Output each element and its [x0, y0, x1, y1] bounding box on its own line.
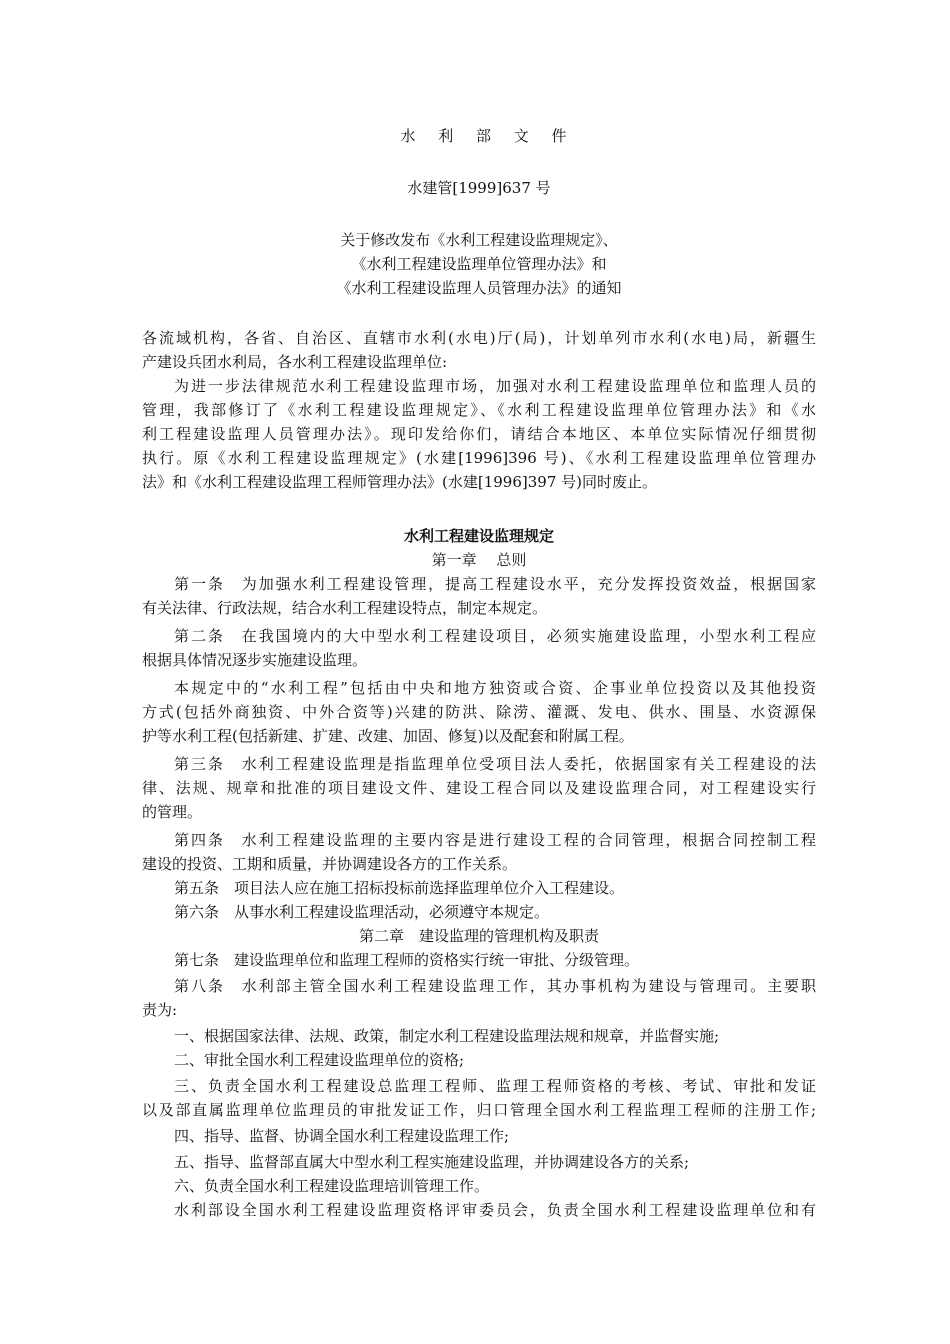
duty-item-3-line-2: 以及部直属监理单位监理员的审批发证工作，归口管理全国水利工程监理工程师的注册工作;	[142, 1101, 816, 1119]
duty-item-2: 二、审批全国水利工程建设监理单位的资格;	[174, 1051, 465, 1069]
article-4-line-1: 第四条 水利工程建设监理的主要内容是进行建设工程的合同管理，根据合同控制工程	[174, 831, 816, 849]
duty-item-5: 五、指导、监督部直属大中型水利工程实施建设监理，并协调建设各方的关系;	[174, 1153, 690, 1171]
article-2-line-1: 第二条 在我国境内的大中型水利工程建设项目，必须实施建设监理，小型水利工程应	[174, 627, 816, 645]
duty-item-4: 四、指导、监督、协调全国水利工程建设监理工作;	[174, 1127, 510, 1145]
duty-item-6: 六、负责全国水利工程建设监理培训管理工作。	[174, 1177, 490, 1195]
article-6: 第六条 从事水利工程建设监理活动，必须遵守本规定。	[174, 903, 550, 921]
addressee-line-2: 产建设兵团水利局，各水利工程建设监理单位:	[142, 353, 448, 371]
intro-body-line-2: 管理，我部修订了《水利工程建设监理规定》、《水利工程建设监理单位管理办法》和《水	[142, 401, 816, 419]
intro-body-line-1: 为进一步法律规范水利工程建设监理市场，加强对水利工程建设监理单位和监理人员的	[174, 377, 816, 395]
article-3-line-1: 第三条 水利工程建设监理是指监理单位受项目法人委托，依据国家有关工程建设的法	[174, 755, 816, 773]
article-5: 第五条 项目法人应在施工招标投标前选择监理单位介入工程建设。	[174, 879, 625, 897]
regulation-title: 水利工程建设监理规定	[403, 527, 554, 545]
duty-item-1: 一、根据国家法律、法规、政策，制定水利工程建设监理法规和规章，并监督实施;	[174, 1027, 720, 1045]
intro-body-line-5: 法》和《水利工程建设监理工程师管理办法》(水建[1996]397 号)同时废止。	[142, 473, 657, 491]
scope-line-2: 方式(包括外商独资、中外合资等)兴建的防洪、除涝、灌溉、发电、供水、围垦、水资源保	[142, 703, 816, 721]
addressee-line-1: 各流域机构，各省、自治区、直辖市水利(水电)厅(局)，计划单列市水利(水电)局，新疆生	[142, 329, 816, 347]
article-3-line-2: 律、法规、规章和批准的项目建设文件、建设工程合同以及建设监理合同，对工程建设实行	[142, 779, 816, 797]
article-8-line-2: 责为:	[142, 1001, 178, 1019]
article-1-line-2: 有关法律、行政法规，结合水利工程建设特点，制定本规定。	[142, 599, 548, 617]
notice-title-line-3: 《水利工程建设监理人员管理办法》的通知	[336, 279, 622, 297]
scope-line-3: 护等水利工程(包括新建、扩建、改建、加固、修复)以及配套和附属工程。	[142, 727, 634, 745]
scope-line-1: 本规定中的“水利工程”包括由中央和地方独资或合资、企事业单位投资以及其他投资	[174, 679, 816, 697]
article-2-line-2: 根据具体情况逐步实施建设监理。	[142, 651, 368, 669]
chapter-1-heading: 第一章 总则	[431, 551, 527, 569]
article-7: 第七条 建设监理单位和监理工程师的资格实行统一审批、分级管理。	[174, 951, 640, 969]
article-3-line-3: 的管理。	[142, 803, 203, 821]
notice-title-line-1: 关于修改发布《水利工程建设监理规定》、	[340, 231, 618, 249]
intro-body-line-3: 利工程建设监理人员管理办法》。现印发给你们，请结合本地区、本单位实际情况仔细贯彻	[142, 425, 816, 443]
article-4-line-2: 建设的投资、工期和质量，并协调建设各方的工作关系。	[142, 855, 518, 873]
article-1-line-1: 第一条 为加强水利工程建设管理，提高工程建设水平，充分发挥投资效益，根据国家	[174, 575, 816, 593]
intro-body-line-4: 执行。原《水利工程建设监理规定》(水建[1996]396 号)、《水利工程建设监理单位管理办	[142, 449, 816, 467]
chapter-2-heading: 第二章 建设监理的管理机构及职责	[358, 927, 599, 945]
document-header-title: 水 利 部 文 件	[400, 127, 576, 145]
document-number: 水建管[1999]637 号	[407, 179, 551, 197]
article-8-line-1: 第八条 水利部主管全国水利工程建设监理工作，其办事机构为建设与管理司。主要职	[174, 977, 816, 995]
committee-line-1: 水利部设全国水利工程建设监理资格评审委员会，负责全国水利工程建设监理单位和有	[174, 1201, 816, 1219]
duty-item-3-line-1: 三、负责全国水利工程建设总监理工程师、监理工程师资格的考核、考试、审批和发证	[174, 1077, 816, 1095]
notice-title-line-2: 《水利工程建设监理单位管理办法》和	[351, 255, 607, 273]
